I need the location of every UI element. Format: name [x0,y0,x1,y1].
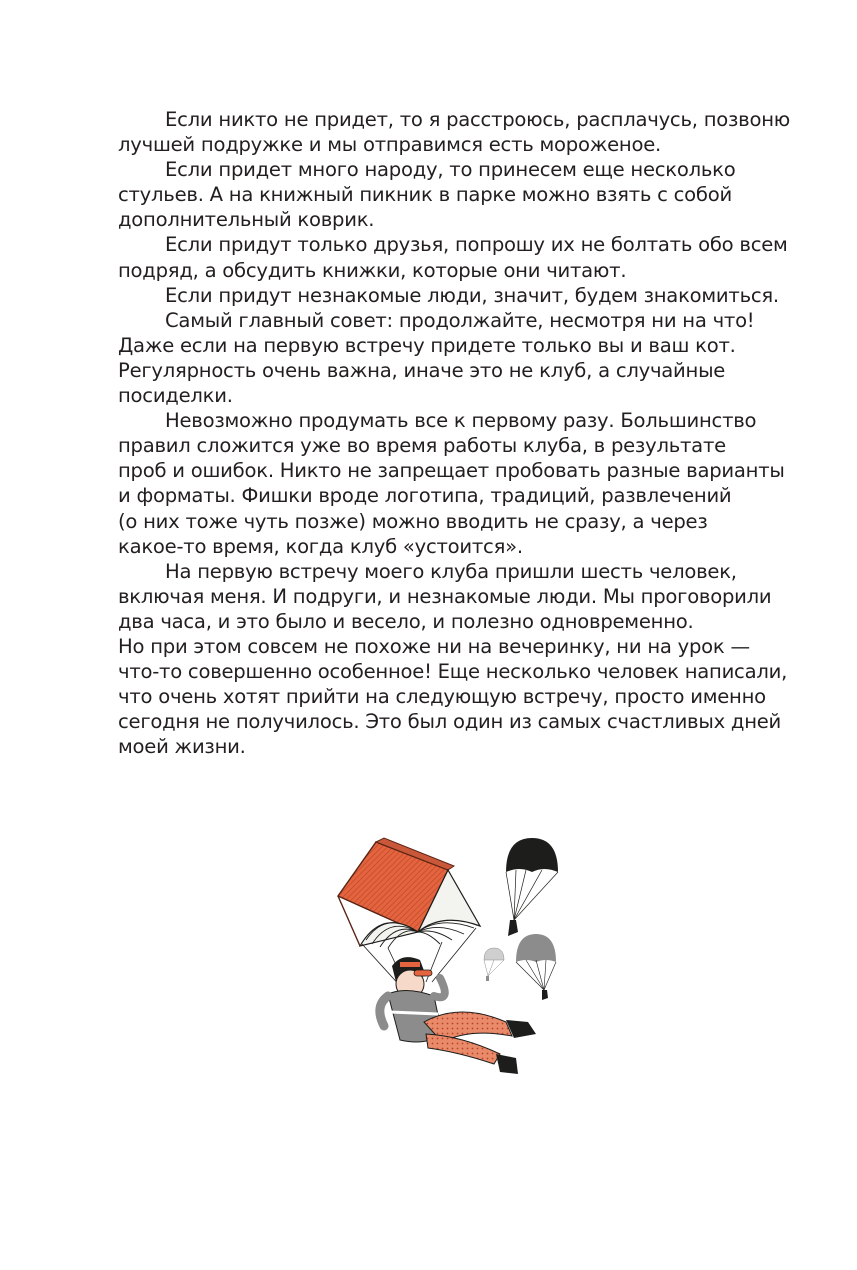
paragraph-line: сегодня не получилось. Это был один из самых счастливых дней [118,710,782,734]
paragraph-line: Невозможно продумать все к первому разу. Большинство [165,409,757,433]
paragraph-line: два часа, и это было и весело, и полезно одновременно. [118,609,694,633]
parachutist-figure-icon [380,957,536,1074]
paragraph-line: лучшей подружке и мы отправимся есть мороженое. [118,133,661,157]
parachute-icon [516,934,556,1000]
paragraph-line: проб и ошибок. Никто не запрещает пробовать разные варианты [118,459,785,483]
paragraph-line: Если придут только друзья, попрошу их не болтать обо всем [165,233,788,257]
parachute-icon [484,948,504,981]
paragraph-line: включая меня. И подруги, и незнакомые люди. Мы проговорили [118,584,772,608]
paragraph-line: Даже если на первую встречу придете только вы и ваш кот. [118,333,736,357]
paragraph-line: Самый главный совет: продолжайте, несмотря ни на что! [165,308,755,332]
paragraph-line: что-то совершенно особенное! Еще несколько человек написали, [118,660,788,684]
paragraph-line: Регулярность очень важна, иначе это не клуб, а случайные [118,358,726,382]
book-parachute-illustration [330,836,570,1086]
book-canopy-icon [338,838,480,948]
paragraph-line: подряд, а обсудить книжки, которые они читают. [118,258,627,282]
paragraph-line: посиделки. [118,384,233,408]
body-text [118,107,791,759]
paragraph-line: и форматы. Фишки вроде логотипа, традиций, развлечений [118,484,732,508]
paragraph-line: Если придут незнакомые люди, значит, будем знакомиться. [165,283,779,307]
paragraph-line: какое-то время, когда клуб «устоится». [118,534,523,558]
paragraph-line: стульев. А на книжный пикник в парке можно взять с собой [118,183,732,207]
parachute-icon [506,838,558,936]
paragraph-line: Если никто не придет, то я расстроюсь, расплачусь, позвоню [165,108,791,131]
paragraph-line: Если придет много народу, то принесем еще несколько [165,158,736,182]
paragraph-line: На первую встречу моего клуба пришли шесть человек, [165,559,737,583]
paragraph-line: (о них тоже чуть позже) можно вводить не сразу, а через [118,509,708,533]
paragraph-line: дополнительный коврик. [118,208,375,232]
paragraph-line: правил сложится уже во время работы клуба, в результате [118,434,726,458]
paragraph-line: моей жизни. [118,735,246,759]
paragraph-line: что очень хотят прийти на следующую встречу, просто именно [118,685,766,709]
paragraph-line: Но при этом совсем не похоже ни на вечеринку, ни на урок — [118,634,750,658]
